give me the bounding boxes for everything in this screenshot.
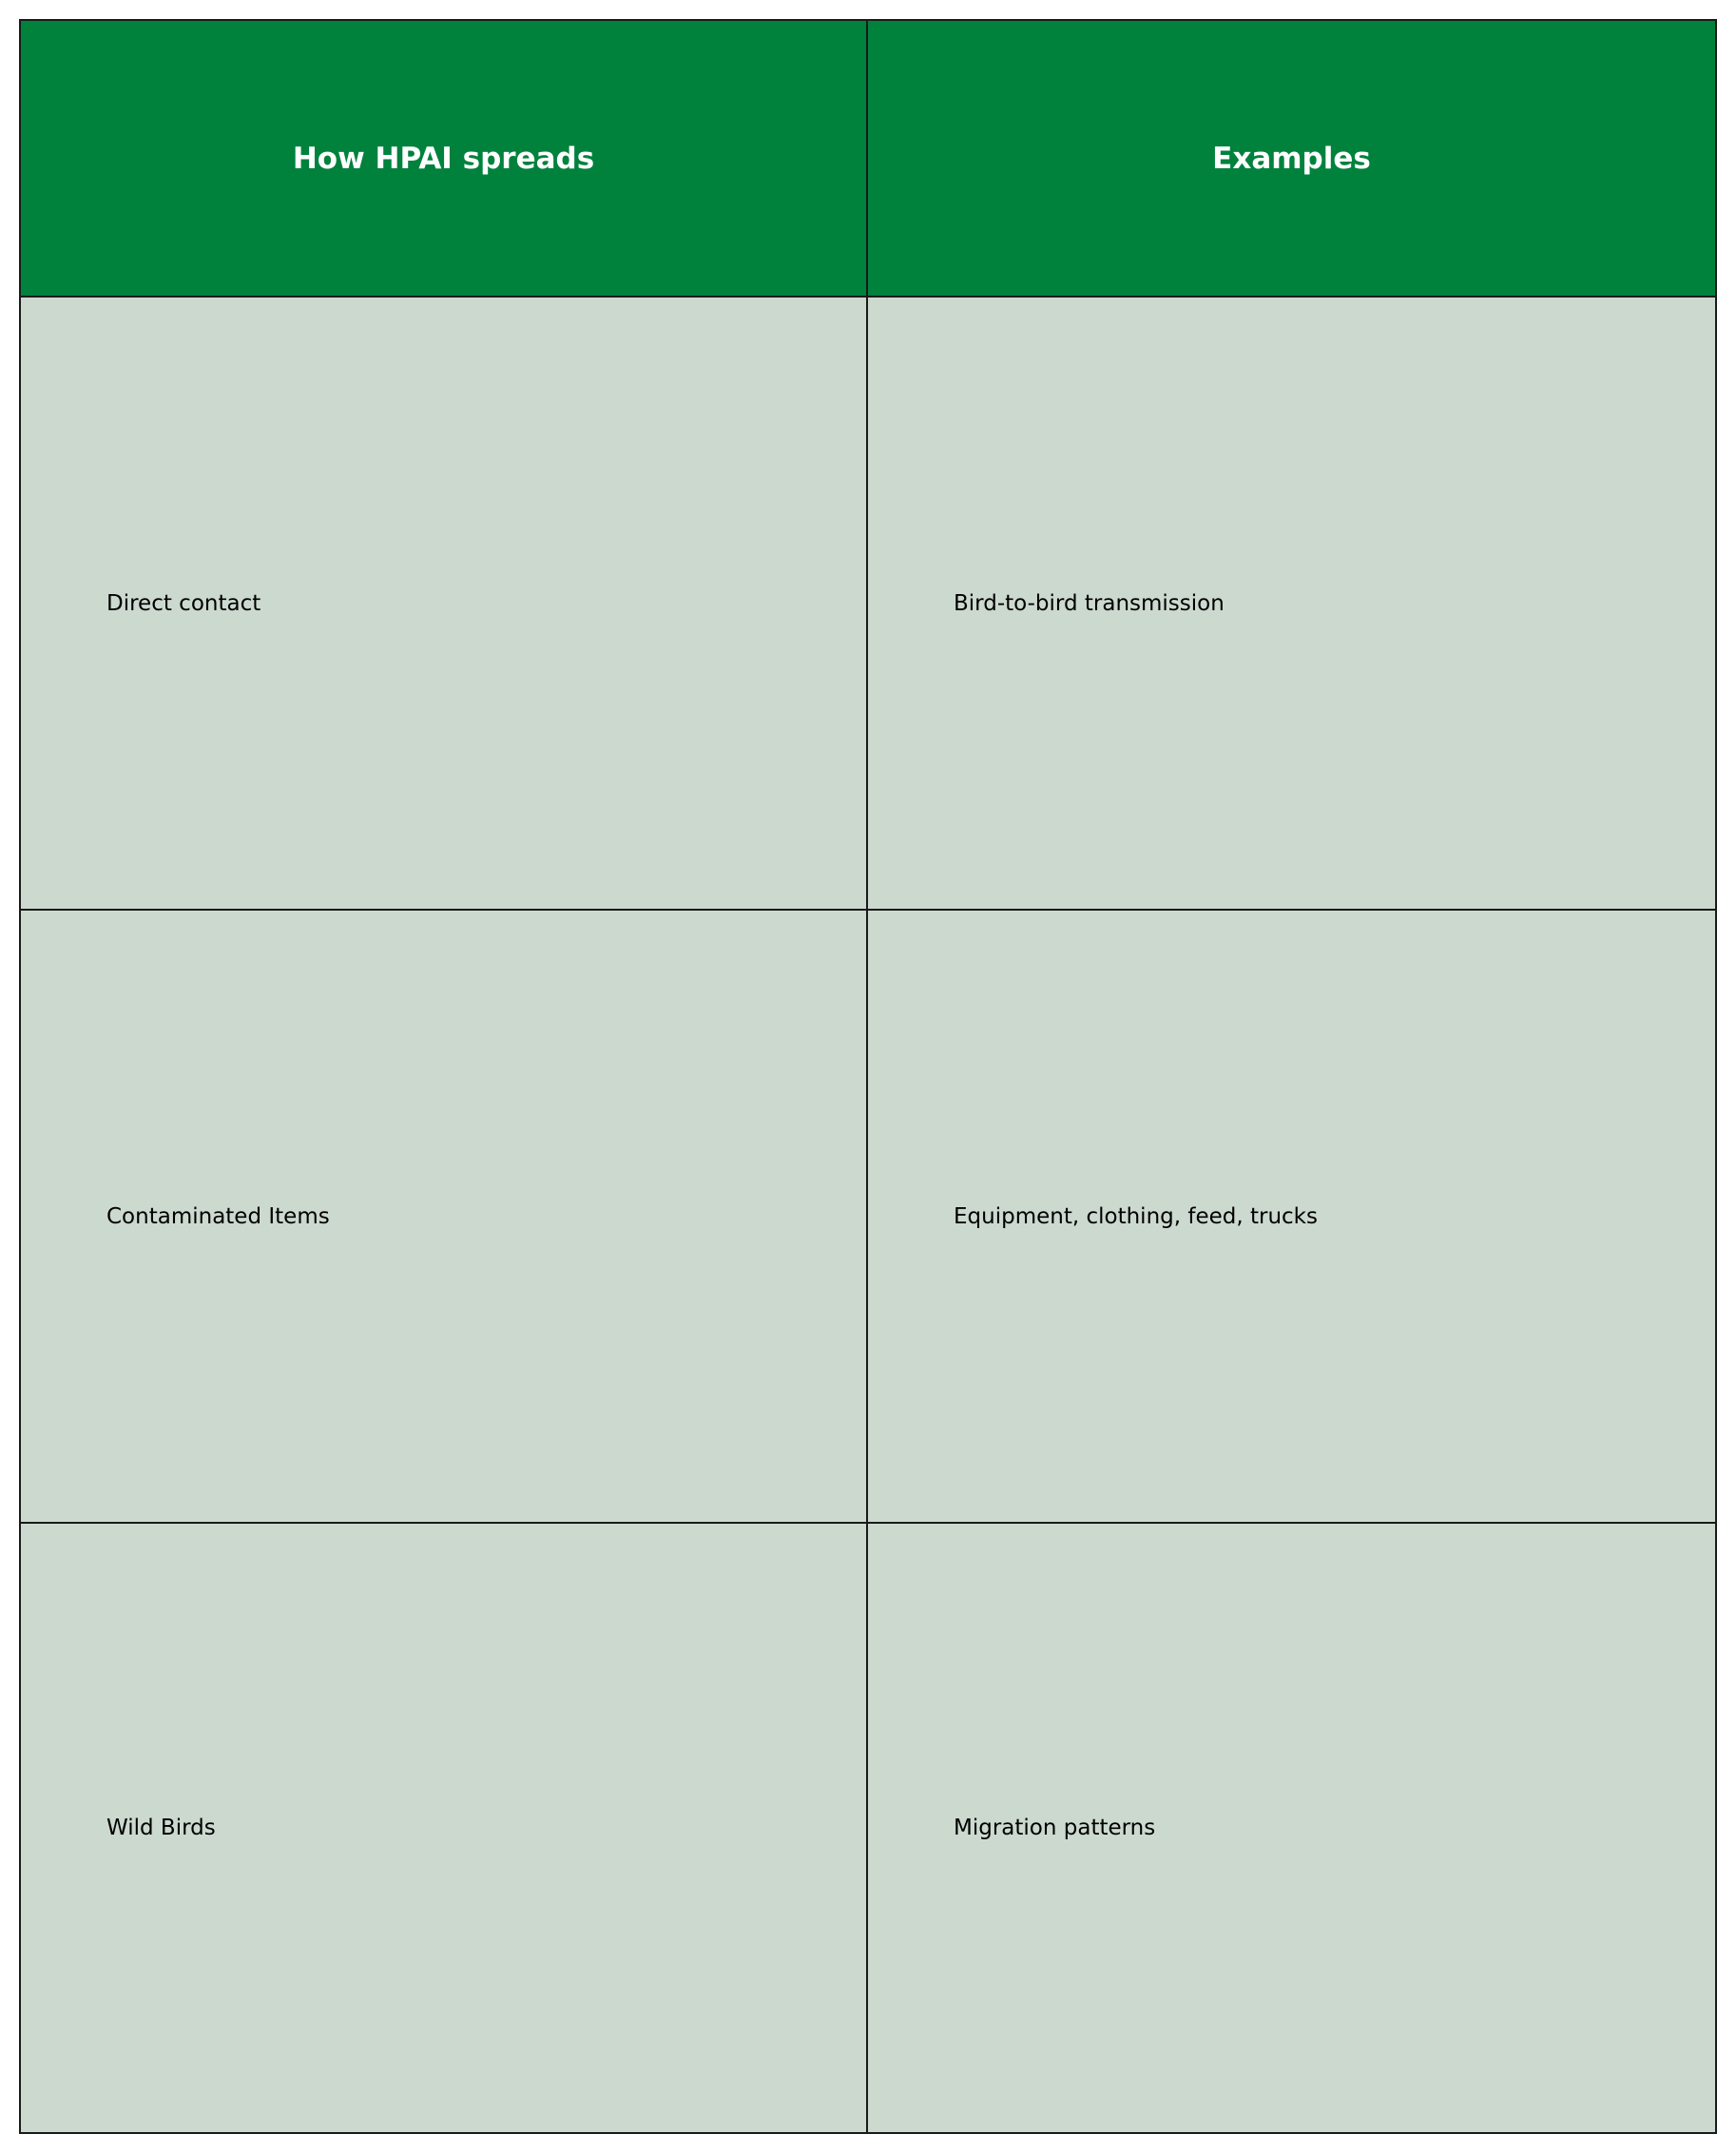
header-cell-examples xyxy=(868,21,1715,296)
cell-text: Contaminated Items xyxy=(106,1203,330,1229)
table-cell-method xyxy=(21,911,868,1522)
table-cell-example xyxy=(868,298,1715,909)
cell-text: Wild Birds xyxy=(106,1816,216,1840)
table-header-row xyxy=(21,21,1715,298)
cell-text: Direct contact xyxy=(106,590,261,616)
table-row xyxy=(21,1524,1715,2132)
table-cell-example xyxy=(868,911,1715,1522)
hpai-spread-table xyxy=(19,19,1717,2134)
table-cell-example xyxy=(868,1524,1715,2132)
table-cell-method xyxy=(21,1524,868,2132)
cell-text: Bird-to-bird transmission xyxy=(954,590,1225,616)
table-row xyxy=(21,298,1715,911)
table-row xyxy=(21,911,1715,1524)
table-cell-method xyxy=(21,298,868,909)
header-cell-how-hpai-spreads xyxy=(21,21,868,296)
cell-text: Equipment, clothing, feed, trucks xyxy=(954,1203,1318,1229)
header-label: How HPAI spreads xyxy=(292,141,595,176)
header-label: Examples xyxy=(1212,141,1371,176)
cell-text: Migration patterns xyxy=(954,1816,1156,1840)
